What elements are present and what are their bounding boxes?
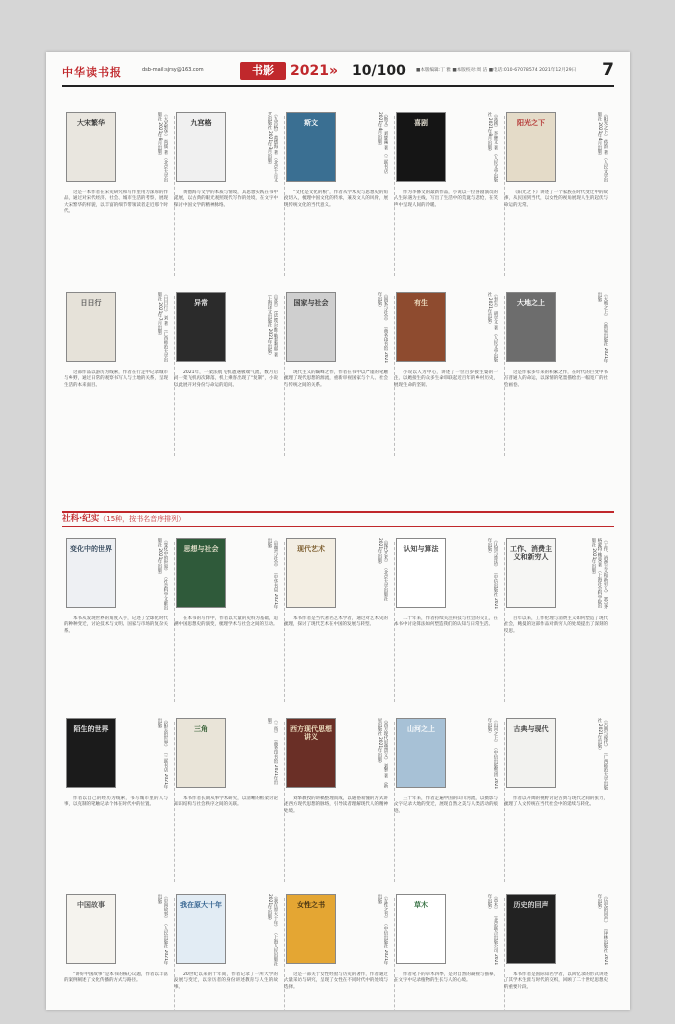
book-cover: [396, 894, 446, 964]
book-review: 小说以人为中心，讲述了一位百岁接生婆的一生，以她接生的众多生命串联起近百年的乡村历史，展现生命的坚韧。: [394, 370, 498, 388]
book-meta: 《女性之书》 （中信出版社 2021年出版）: [377, 894, 388, 966]
book-cover: [396, 112, 446, 182]
book-cover-title: 现代艺术: [297, 544, 325, 553]
book-meta: 《国家与社会》 （商务印书馆 2021年出版）: [377, 292, 388, 364]
book-cover: [286, 718, 336, 788]
book-review: 本书从发现世界的角度入手，记述了全球化时代的种种变迁，讨论技术与文明、国家与市场的复杂关系。: [64, 616, 168, 634]
book-meta: 《大宋繁华》 尚儒 著 （北京大学出版社 2021年8月出版）: [157, 112, 168, 183]
book-cover: [506, 718, 556, 788]
banner-subtitle: （15种，按书名音序排列）: [99, 515, 186, 523]
book-review: 本书作者是国际知名学者，以回忆录的形式讲述了其学术生涯与时代的交织，回顾了二十世纪思想史的重要片段。: [504, 972, 608, 990]
book-meta: 《三角》 （商务印书馆 2021年出版）: [267, 718, 278, 785]
book-cover-title: 有生: [414, 298, 428, 307]
book-review: 现代主义的巅峰之作，作者在书中以严谨的笔触梳理了现代思想的源流，重新审视国家与个人、社会与传统之间的关系。: [284, 370, 388, 388]
book-cover: [286, 112, 336, 182]
book-review: 百年以来，工作伦理与消费主义如何塑造了现代社会，鲍曼的这部作品对新穷人的处境提出了深刻的反思。: [504, 616, 608, 634]
book-cover-title: 日日行: [80, 298, 102, 307]
book-entry: [172, 538, 282, 708]
book-cover: [286, 292, 336, 362]
series-label: 10/100: [352, 63, 406, 79]
book-meta: 《工作、消费主义和新穷人》 [英]齐格蒙特·鲍曼 著 （上海社会科学院出版社 2021年出版）: [591, 538, 608, 609]
book-entry: [502, 292, 612, 464]
book-entry: [62, 292, 172, 464]
section-label: 书影: [240, 62, 286, 80]
book-meta: 《陌生的世界》 （三联书店 2021年出版）: [157, 718, 168, 790]
book-cover-title: 斯文: [304, 118, 318, 127]
book-meta: 《日日行》 刘 著 （广西师范大学出版社 2021年7月出版）: [157, 292, 168, 363]
section-banner-title: [62, 513, 185, 526]
book-review: 本书作者是当代著名艺术学者，通过对艺术史的梳理，探讨了现代艺术在中国的发展与转型。: [284, 616, 388, 628]
book-cover: [66, 112, 116, 182]
book-entry: [172, 292, 282, 464]
book-review: 2021年，一架法航飞机遭遇极端气流，数月后同一架飞机再次降落，机上乘客出现了“复制”，小说以此展开对身份与命运的追问。: [174, 370, 278, 388]
book-entry: [502, 718, 612, 888]
banner-title-text: 社科·纪实: [62, 514, 100, 524]
book-meta: 《现代艺术》 （北京大学出版社 2021年出版）: [377, 538, 388, 601]
book-cover: [66, 292, 116, 362]
book-review: 作者以自己的经历为线索，书写城市里的人与事，以克制的笔触记录个体在时代中的位置。: [64, 796, 168, 808]
book-cover-title: 大宋繁华: [77, 118, 105, 127]
book-review: 这是一部关于女性经验与历史的著作，作者通过大量采访与研究，呈现了女性在不同时代中的处境与选择。: [284, 972, 388, 990]
book-cover-title: 女性之书: [297, 900, 325, 909]
book-entry: [392, 292, 502, 464]
book-meta: 《草木》 （北京联合出版公司 2021年出版）: [487, 894, 498, 966]
book-meta: 《思想与社会》 （中华书局 2021年出版）: [267, 538, 278, 610]
book-review: “文化是文化的根”，作者从学术史与思想史的角度切入，梳理中国文化的传承，兼及文人的风骨，展现传统文化的当代意义。: [284, 190, 388, 208]
book-cover: [176, 718, 226, 788]
book-cover: [176, 292, 226, 362]
masthead: [62, 62, 614, 82]
book-cover: [66, 538, 116, 608]
book-meta: 《喜剧》 李修文 著 （人民文学出版社 2021年8月出版）: [487, 112, 498, 183]
book-cover-title: 阳光之下: [517, 118, 545, 127]
book-cover-title: 变化中的世界: [70, 544, 112, 553]
book-review: 三十年来，作者走遍中国的山川河流，以摄影与文字记录大地的变迁，展现自然之美与人类活动的痕迹。: [394, 796, 498, 814]
book-cover-title: 认知与算法: [403, 544, 439, 553]
book-meta: 《古典与现代》 （广西师范大学出版社 2021年出版）: [597, 718, 608, 790]
book-meta: 《我在原大十年》 （上海人民出版社 2021年出版）: [267, 894, 278, 966]
book-entry: [172, 112, 282, 282]
book-cover-title: 思想与社会: [183, 544, 219, 553]
book-cover-title: 工作、消费主义和新穷人: [510, 544, 552, 561]
book-meta: 《西方现代思想讲义》 刘擎 著 （新星出版社 2021年出版）: [377, 718, 388, 789]
book-meta: 《有生》 胡学文 著 （人民文学出版社 2021年出版）: [487, 292, 498, 363]
book-cover-title: 西方现代思想讲义: [290, 724, 332, 741]
book-cover: [176, 894, 226, 964]
book-cover-title: 三角: [194, 724, 208, 733]
book-cover-title: 我在原大十年: [180, 900, 222, 909]
book-entry: [392, 112, 502, 282]
newspaper-page: [46, 52, 630, 1010]
book-review: 这部作品以游历为线索，作者在行走中记录城市与乡野，通过日常的观察书写人与土地的关系，呈现生活的本来面目。: [64, 370, 168, 388]
book-review: 作者笔下的草木四季，是对自然的凝视与描摹，在文字中记录植物的生长与人的心境。: [394, 972, 498, 984]
book-entry: [282, 292, 392, 464]
edition-info: ■本版编辑:丁 雅 ■本版校对:周 洁 ■电话:010-67078574 2021年12月29日: [416, 68, 577, 73]
book-review: 本书作者长期从事学术研究，以清晰的框架讨论知识结构与社会秩序之间的关联。: [174, 796, 278, 808]
book-cover: [396, 718, 446, 788]
book-review: 黄德海写文学的本质与情境，其思想实践在书中延展，以古典的眼光观照现代写作的处境，在文字中探讨中国文学的精神脉络。: [174, 190, 278, 208]
book-cover: [396, 292, 446, 362]
book-cover: [506, 292, 556, 362]
book-entry: [282, 112, 392, 282]
book-cover-title: 陌生的世界: [73, 724, 109, 733]
book-entry: [392, 538, 502, 708]
book-entry: [172, 894, 282, 1010]
book-review: 二十年来，作者持续关注科技与社会的交汇，在本书中讨论算法如何塑造我们的认知与日常生活。: [394, 616, 498, 628]
book-review: 刘擎教授的讲稿整理而成，以通俗易懂的方式讲述西方现代思想的脉络，引导读者理解现代人的精神处境。: [284, 796, 388, 814]
book-meta: 《大地之上》 （新星出版社 2021年出版）: [597, 292, 608, 364]
book-meta: 《山河之上》 （中信出版集团 2021年出版）: [487, 718, 498, 790]
book-cover: [286, 538, 336, 608]
book-review: 作为李修文的最新作品，小说以一位喜剧演员的人生际遇为主线，写出了生活中的荒诞与悲怆，在笑声中呈现人间的冷暖。: [394, 190, 498, 208]
book-meta: 《阳光之下》 蒋韵 著 （人民文学出版社 2021年4月出版）: [597, 112, 608, 183]
book-entry: [502, 112, 612, 282]
book-cover-title: 草木: [414, 900, 428, 909]
section-banner: [62, 511, 614, 527]
paper-name: 中华读书报: [62, 66, 122, 79]
book-meta: 《历史的回声》 （译林出版社 2021年出版）: [597, 894, 608, 966]
book-review: 作者以开阔的视野讨论古典与现代之间的张力，梳理了人文传统在当代社会中的延续与转化。: [504, 796, 608, 808]
book-entry: [62, 538, 172, 708]
book-cover-title: 喜剧: [414, 118, 428, 127]
year-label: 2021»: [290, 63, 339, 79]
book-meta: 《九宫格》 黄德海 著 （北京十月文艺出版社 2021年3月出版）: [267, 112, 278, 183]
book-meta: 《变化中的世界》 （社会科学文献出版社 2021年出版）: [157, 538, 168, 610]
book-cover: [286, 894, 336, 964]
header-rule: [62, 85, 614, 87]
book-entry: [282, 718, 392, 888]
book-meta: 《斯文》 刘梦溪 著 （三联书店 2021年4月出版）: [377, 112, 388, 174]
book-meta: 《异常》 [法]埃尔维·勒泰利耶 著 （上海译文出版社 2021年出版）: [267, 292, 278, 358]
book-entry: [282, 538, 392, 708]
book-cover-title: 山河之上: [407, 724, 435, 733]
book-cover: [176, 538, 226, 608]
book-cover-title: 中国故事: [77, 900, 105, 909]
paper-email: dsb-mail:sjrsy@163.com: [142, 67, 204, 73]
book-cover-title: 古典与现代: [513, 724, 549, 733]
book-cover: [176, 112, 226, 182]
book-review: 20世纪以来的十年间，作者记录了一所大学的发展与变迁，以亲历者的身份讲述教育与人生的故事。: [174, 972, 278, 990]
book-entry: [62, 718, 172, 888]
book-cover: [66, 894, 116, 964]
book-cover: [396, 538, 446, 608]
book-review: 《阳光之下》讲述了一个家族在时代变迁中的故事，从民国到当代，以女性的视角展现人生的起伏与命运的无常。: [504, 190, 608, 208]
book-cover-title: 大地之上: [517, 298, 545, 307]
book-entry: [502, 894, 612, 1010]
book-cover-title: 历史的回声: [513, 900, 549, 909]
book-cover-title: 国家与社会: [293, 298, 329, 307]
book-cover: [506, 538, 556, 608]
book-cover: [506, 112, 556, 182]
book-cover-title: 异常: [194, 298, 208, 307]
book-meta: 《中国故事》 （人民出版社 2021年出版）: [157, 894, 168, 966]
book-entry: [62, 112, 172, 282]
book-review: 在本书的写作中，作者以大量的史料为基础，追溯中国思想史的演变，梳理学术与社会之间的互动。: [174, 616, 278, 628]
book-entry: [282, 894, 392, 1010]
book-entry: [502, 538, 612, 708]
book-meta: 《认知与算法》 （中信出版社 2021年出版）: [487, 538, 498, 610]
book-entry: [62, 894, 172, 1010]
book-review: 这是作家多年来的积累之作，在时代的巨变中书写普通人的命运，以深情的笔墨描绘出一幅宽广的社会画卷。: [504, 370, 608, 388]
book-review: 这是一本作者在宋史研究和写作里用力深厚的作品，通过对宋代经济、社会、城市生活的考察，展现大宋繁华的样貌，以丰富的细节带领读者走近那个时代。: [64, 190, 168, 214]
book-cover: [506, 894, 556, 964]
book-cover: [66, 718, 116, 788]
book-entry: [392, 718, 502, 888]
book-cover-title: 九宫格: [190, 118, 212, 127]
page-number: 7: [602, 60, 614, 80]
book-entry: [172, 718, 282, 888]
book-entry: [392, 894, 502, 1010]
book-review: “讲好中国故事”是本书的核心议题，作者以丰富的案例阐述了文化传播的方式与路径。: [64, 972, 168, 984]
